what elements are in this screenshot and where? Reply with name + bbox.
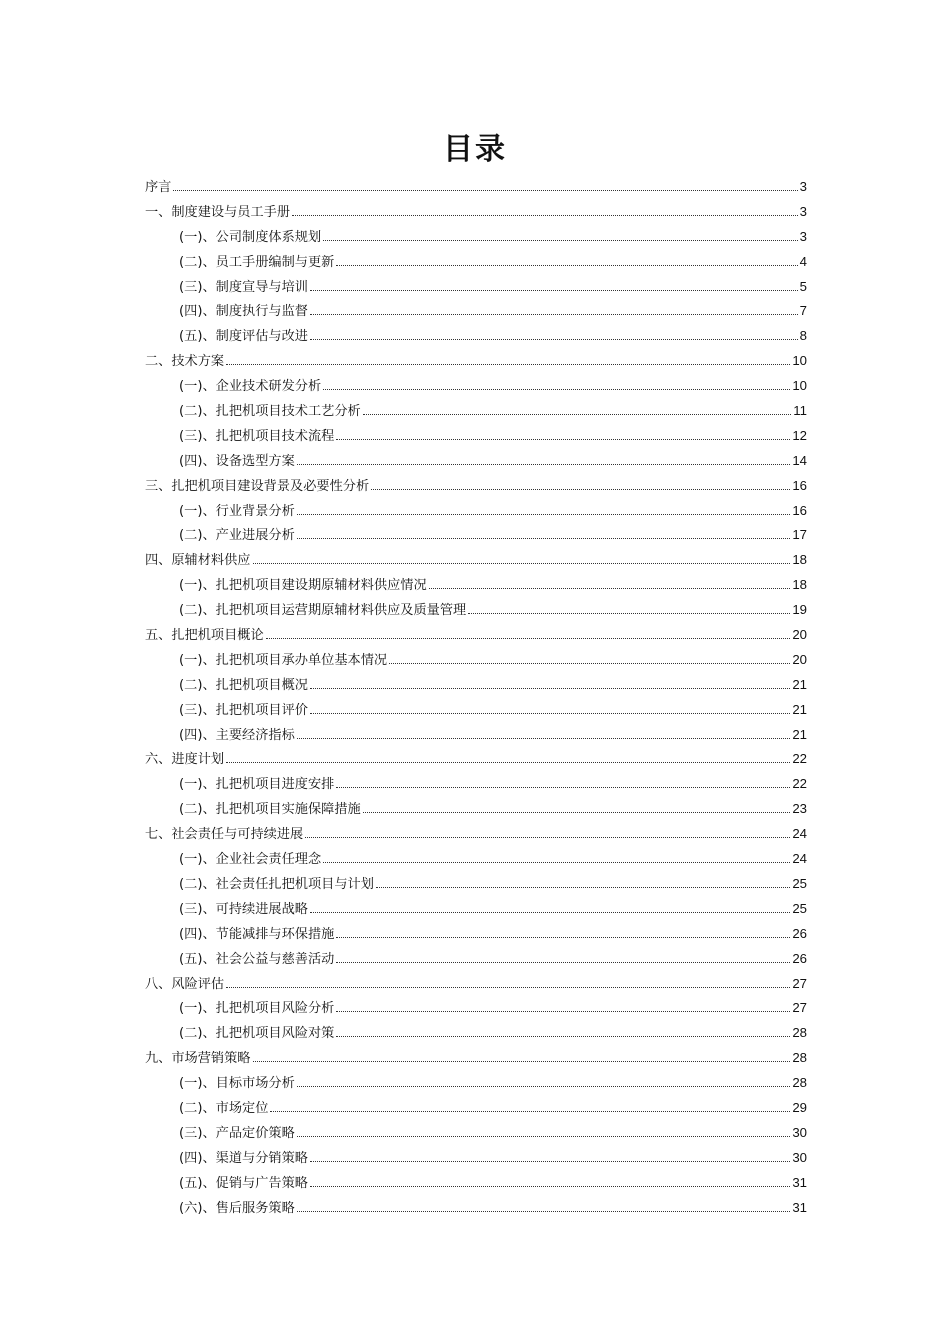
toc-entry-label: 五、扎把机项目概论 (145, 628, 264, 644)
toc-title: 目录 (443, 132, 507, 167)
toc-entry-label: (四)、渠道与分销策略 (179, 1150, 308, 1166)
dot-leader (363, 414, 792, 415)
toc-page-number: 21 (792, 701, 807, 717)
toc-entry-label: (六)、售后服务策略 (179, 1200, 295, 1216)
toc-entry-label: (一)、行业背景分析 (179, 503, 295, 519)
toc-entry-label: (四)、节能减排与环保措施 (179, 926, 335, 942)
dot-leader (336, 962, 790, 963)
dot-leader (226, 762, 790, 763)
dot-leader (297, 738, 791, 739)
toc-page-number: 10 (792, 378, 807, 394)
dot-leader (389, 663, 790, 664)
toc-entry-label: (四)、设备选型方案 (179, 453, 295, 469)
toc-page-number: 19 (792, 602, 807, 618)
dot-leader (468, 613, 790, 614)
toc-subsection-entry[interactable] (145, 1071, 807, 1096)
toc-page-number: 11 (793, 403, 807, 419)
toc-section-entry[interactable] (145, 474, 807, 499)
toc-page-number: 18 (792, 552, 807, 568)
toc-page-number: 22 (792, 751, 807, 767)
dot-leader (336, 439, 790, 440)
toc-entry-label: 六、进度计划 (145, 752, 225, 768)
toc-page-number: 24 (792, 826, 807, 842)
toc-entry-label: 一、制度建设与员工手册 (145, 204, 291, 220)
toc-subsection-entry[interactable] (145, 772, 807, 797)
toc-page-number: 28 (792, 1050, 807, 1066)
toc-page-number: 27 (792, 975, 807, 991)
toc-page-number: 20 (792, 627, 807, 643)
toc-page-number: 21 (792, 676, 807, 692)
dot-leader (323, 389, 790, 390)
toc-subsection-entry[interactable] (145, 947, 807, 972)
toc-entry-label: (一)、扎把机项目建设期原辅材料供应情况 (179, 578, 427, 594)
toc-subsection-entry[interactable] (145, 698, 807, 723)
toc-subsection-entry[interactable] (145, 872, 807, 897)
toc-page-number: 24 (792, 851, 807, 867)
dot-leader (336, 1011, 790, 1012)
toc-entry-label: (二)、员工手册编制与更新 (179, 254, 335, 270)
toc-page-number: 29 (792, 1099, 807, 1115)
toc-entry-label: (二)、社会责任扎把机项目与计划 (179, 876, 374, 892)
toc-subsection-entry[interactable] (145, 673, 807, 698)
dot-leader (310, 339, 798, 340)
dot-leader (371, 489, 790, 490)
toc-page-number: 23 (792, 801, 807, 817)
toc-page-number: 3 (799, 179, 807, 194)
toc-page-number: 10 (792, 353, 807, 369)
toc-section-entry[interactable] (145, 1046, 807, 1071)
toc-page-number: 22 (792, 776, 807, 792)
toc-section-entry[interactable] (145, 175, 807, 200)
dot-leader (226, 987, 790, 988)
dot-leader (363, 812, 791, 813)
toc-page-number: 27 (792, 1000, 807, 1016)
toc-section-entry[interactable] (145, 972, 807, 997)
toc-page-number: 3 (799, 203, 807, 219)
toc-entry-label: (二)、市场定位 (179, 1100, 269, 1116)
toc-section-entry[interactable] (145, 548, 807, 573)
toc-subsection-entry[interactable] (145, 1121, 807, 1146)
toc-page-number: 18 (792, 577, 807, 593)
toc-subsection-entry[interactable] (145, 275, 807, 300)
toc-entry-label: 三、扎把机项目建设背景及必要性分析 (145, 478, 370, 494)
toc-subsection-entry[interactable] (145, 1171, 807, 1196)
toc-page-number: 16 (792, 502, 807, 518)
dot-leader (226, 364, 790, 365)
toc-subsection-entry[interactable] (145, 299, 807, 324)
toc-subsection-entry[interactable] (145, 573, 807, 598)
toc-entry-label: 八、风险评估 (145, 976, 225, 992)
toc-entry-label: (三)、可持续进展战略 (179, 901, 308, 917)
toc-section-entry[interactable] (145, 747, 807, 772)
toc-entry-label: (一)、企业社会责任理念 (179, 852, 322, 868)
table-of-contents (145, 175, 807, 1220)
toc-subsection-entry[interactable] (145, 1196, 807, 1221)
toc-subsection-entry[interactable] (145, 399, 807, 424)
toc-subsection-entry[interactable] (145, 250, 807, 275)
toc-entry-label: (一)、企业技术研发分析 (179, 379, 322, 395)
toc-entry-label: (二)、扎把机项目实施保障措施 (179, 802, 361, 818)
toc-entry-label: (五)、制度评估与改进 (179, 329, 308, 345)
dot-leader (310, 1161, 790, 1162)
toc-entry-label: (二)、扎把机项目运营期原辅材料供应及质量管理 (179, 603, 467, 619)
dot-leader (173, 190, 797, 191)
toc-page-number: 7 (799, 303, 807, 319)
toc-page-number: 28 (792, 1025, 807, 1041)
toc-entry-label: 七、社会责任与可持续进展 (145, 827, 304, 843)
toc-page-number: 12 (792, 427, 807, 443)
dot-leader (310, 1186, 790, 1187)
dot-leader (253, 563, 791, 564)
dot-leader (336, 1036, 790, 1037)
toc-page-number: 20 (792, 651, 807, 667)
toc-page-number: 17 (792, 527, 807, 543)
toc-subsection-entry[interactable] (145, 499, 807, 524)
toc-section-entry[interactable] (145, 822, 807, 847)
dot-leader (323, 240, 797, 241)
toc-page-number: 31 (792, 1174, 807, 1190)
toc-subsection-entry[interactable] (145, 996, 807, 1021)
toc-entry-label: (二)、扎把机项目风险对策 (179, 1026, 335, 1042)
dot-leader (310, 912, 790, 913)
toc-page-number: 26 (792, 950, 807, 966)
toc-section-entry[interactable] (145, 349, 807, 374)
toc-subsection-entry[interactable] (145, 847, 807, 872)
toc-subsection-entry[interactable] (145, 648, 807, 673)
toc-entry-label: (一)、公司制度体系规划 (179, 229, 322, 245)
dot-leader (305, 837, 790, 838)
toc-entry-label: (三)、扎把机项目评价 (179, 702, 308, 718)
toc-subsection-entry[interactable] (145, 1096, 807, 1121)
toc-entry-label: (一)、扎把机项目风险分析 (179, 1001, 335, 1017)
toc-entry-label: (二)、扎把机项目概况 (179, 677, 308, 693)
dot-leader (336, 937, 790, 938)
dot-leader (376, 887, 790, 888)
toc-entry-label: (四)、制度执行与监督 (179, 304, 308, 320)
dot-leader (297, 1086, 791, 1087)
toc-subsection-entry[interactable] (145, 449, 807, 474)
dot-leader (310, 290, 798, 291)
dot-leader (297, 1211, 791, 1212)
dot-leader (323, 862, 790, 863)
toc-entry-label: (一)、扎把机项目承办单位基本情况 (179, 652, 388, 668)
toc-subsection-entry[interactable] (145, 374, 807, 399)
dot-leader (297, 514, 791, 515)
toc-page-number: 30 (792, 1149, 807, 1165)
toc-entry-label: 四、原辅材料供应 (145, 553, 251, 569)
dot-leader (297, 1136, 791, 1137)
toc-subsection-entry[interactable] (145, 1021, 807, 1046)
toc-entry-label: (三)、产品定价策略 (179, 1125, 295, 1141)
dot-leader (266, 638, 791, 639)
toc-page-number: 8 (799, 328, 807, 344)
dot-leader (310, 688, 790, 689)
toc-page-number: 16 (792, 477, 807, 493)
dot-leader (429, 588, 791, 589)
dot-leader (297, 464, 791, 465)
toc-subsection-entry[interactable] (145, 424, 807, 449)
dot-leader (292, 215, 798, 216)
toc-page-number: 26 (792, 925, 807, 941)
toc-entry-label: (二)、扎把机项目技术工艺分析 (179, 404, 361, 420)
toc-entry-label: 序言 (145, 180, 172, 195)
toc-entry-label: (一)、扎把机项目进度安排 (179, 777, 335, 793)
toc-page-number: 25 (792, 900, 807, 916)
toc-subsection-entry[interactable] (145, 523, 807, 548)
toc-section-entry[interactable] (145, 623, 807, 648)
dot-leader (310, 713, 790, 714)
toc-entry-label: (五)、促销与广告策略 (179, 1175, 308, 1191)
toc-subsection-entry[interactable] (145, 922, 807, 947)
toc-page-number: 25 (792, 875, 807, 891)
toc-page-number: 4 (799, 253, 807, 269)
toc-page-number: 21 (792, 726, 807, 742)
toc-entry-label: (三)、制度宣导与培训 (179, 279, 308, 295)
toc-page-number: 31 (792, 1199, 807, 1215)
toc-subsection-entry[interactable] (145, 1146, 807, 1171)
toc-subsection-entry[interactable] (145, 324, 807, 349)
toc-entry-label: (四)、主要经济指标 (179, 727, 295, 743)
toc-entry-label: 二、技术方案 (145, 354, 225, 370)
toc-subsection-entry[interactable] (145, 598, 807, 623)
dot-leader (310, 314, 798, 315)
toc-entry-label: (二)、产业进展分析 (179, 528, 295, 544)
dot-leader (336, 787, 790, 788)
dot-leader (270, 1111, 790, 1112)
toc-page-number: 28 (792, 1075, 807, 1091)
toc-section-entry[interactable] (145, 200, 807, 225)
toc-entry-label: 九、市场营销策略 (145, 1051, 251, 1067)
dot-leader (297, 538, 791, 539)
toc-entry-label: (一)、目标市场分析 (179, 1076, 295, 1092)
dot-leader (336, 265, 797, 266)
toc-page-number: 5 (799, 278, 807, 294)
toc-page-number: 30 (792, 1124, 807, 1140)
toc-subsection-entry[interactable] (145, 723, 807, 748)
toc-page-number: 14 (792, 452, 807, 468)
toc-subsection-entry[interactable] (145, 797, 807, 822)
toc-entry-label: (三)、扎把机项目技术流程 (179, 428, 335, 444)
dot-leader (253, 1061, 791, 1062)
toc-entry-label: (五)、社会公益与慈善活动 (179, 951, 335, 967)
toc-subsection-entry[interactable] (145, 225, 807, 250)
toc-page-number: 3 (799, 228, 807, 244)
toc-subsection-entry[interactable] (145, 897, 807, 922)
